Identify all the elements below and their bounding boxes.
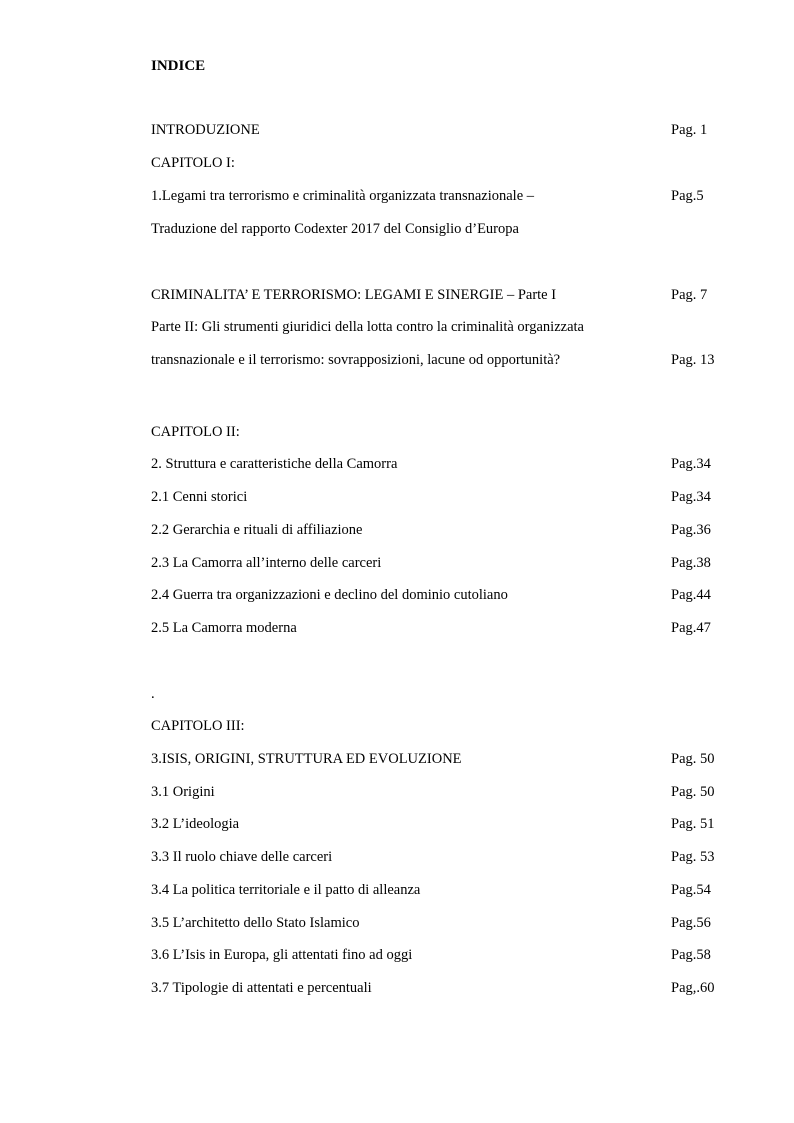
toc-entry	[0, 553, 794, 573]
toc-entry-page: Pag,.60	[671, 980, 715, 996]
toc-entry-page: Pag. 50	[671, 751, 715, 767]
toc-entry-text: 2.5 La Camorra moderna	[151, 620, 297, 636]
toc-entry-page: Pag. 50	[671, 784, 715, 800]
toc-entry	[0, 317, 794, 337]
toc-entry-page: Pag.54	[671, 882, 711, 898]
toc-entry-text: INTRODUZIONE	[151, 122, 260, 138]
toc-entry-text: 3.7 Tipologie di attentati e percentuali	[151, 980, 372, 996]
toc-entry	[0, 978, 794, 998]
toc-entry-text: 3.1 Origini	[151, 784, 215, 800]
toc-entry-text: transnazionale e il terrorismo: sovrapposizioni, lacune od opportunità?	[151, 352, 561, 368]
toc-entry-page: Pag. 13	[671, 352, 715, 368]
toc-entry	[0, 520, 794, 540]
toc-entry-page: Pag.5	[671, 188, 704, 204]
toc-chapter-heading	[0, 422, 794, 442]
toc-entry	[0, 219, 794, 239]
toc-entry	[0, 350, 794, 370]
toc-entry-page: Pag. 1	[671, 122, 708, 138]
toc-entry	[0, 847, 794, 867]
toc-entry-page: Pag.38	[671, 555, 711, 571]
toc-entry-page: Pag.34	[671, 456, 711, 472]
toc-entry-text: 3.4 La politica territoriale e il patto di alleanza	[151, 882, 421, 898]
toc-entry-page: Pag. 7	[671, 287, 708, 303]
toc-entry-text: CAPITOLO III:	[151, 718, 245, 734]
toc-entry-text: 2.3 La Camorra all’interno delle carceri	[151, 555, 382, 571]
toc-chapter-heading	[0, 153, 794, 173]
toc-entry-text: .	[151, 686, 155, 702]
toc-entry-text: Traduzione del rapporto Codexter 2017 del Consiglio d’Europa	[151, 221, 519, 237]
toc-entry-text: 2.2 Gerarchia e rituali di affiliazione	[151, 522, 363, 538]
toc-entry-introduzione	[0, 120, 794, 140]
toc-entry	[0, 945, 794, 965]
index-title: INDICE	[151, 58, 206, 74]
toc-entry	[0, 880, 794, 900]
toc-entry	[0, 487, 794, 507]
toc-entry-text: Parte II: Gli strumenti giuridici della lotta contro la criminalità organizzata	[151, 319, 584, 335]
toc-entry-page: Pag.44	[671, 587, 711, 603]
stray-period	[0, 684, 794, 704]
toc-chapter-heading	[0, 716, 794, 736]
toc-entry	[0, 749, 794, 769]
toc-entry-page: Pag. 51	[671, 816, 715, 832]
toc-entry	[0, 782, 794, 802]
toc-entry	[0, 285, 794, 305]
toc-entry-page: Pag.58	[671, 947, 711, 963]
toc-entry-text: 3.2 L’ideologia	[151, 816, 240, 832]
toc-entry-text: CAPITOLO II:	[151, 424, 240, 440]
toc-entry-text: 1.Legami tra terrorismo e criminalità organizzata transnazionale –	[151, 188, 535, 204]
toc-entry-page: Pag.47	[671, 620, 711, 636]
toc-entry-page: Pag.34	[671, 489, 711, 505]
toc-entry	[0, 814, 794, 834]
toc-entry-page: Pag.56	[671, 915, 711, 931]
toc-entry-text: 2.4 Guerra tra organizzazioni e declino del dominio cutoliano	[151, 587, 508, 603]
toc-entry-text: CAPITOLO I:	[151, 155, 235, 171]
toc-entry	[0, 913, 794, 933]
toc-entry-text: 3.5 L’architetto dello Stato Islamico	[151, 915, 360, 931]
toc-entry-text: CRIMINALITA’ E TERRORISMO: LEGAMI E SINERGIE – Parte I	[151, 287, 557, 303]
toc-entry-text: 2. Struttura e caratteristiche della Camorra	[151, 456, 398, 472]
toc-entry	[0, 454, 794, 474]
toc-entry-text: 3.3 Il ruolo chiave delle carceri	[151, 849, 333, 865]
toc-entry-page: Pag. 53	[671, 849, 715, 865]
toc-entry-text: 3.6 L’Isis in Europa, gli attentati fino ad oggi	[151, 947, 413, 963]
toc-entry-text: 2.1 Cenni storici	[151, 489, 248, 505]
toc-entry-page: Pag.36	[671, 522, 711, 538]
toc-entry	[0, 585, 794, 605]
toc-entry	[0, 186, 794, 206]
toc-entry	[0, 618, 794, 638]
toc-entry-text: 3.ISIS, ORIGINI, STRUTTURA ED EVOLUZIONE	[151, 751, 462, 767]
